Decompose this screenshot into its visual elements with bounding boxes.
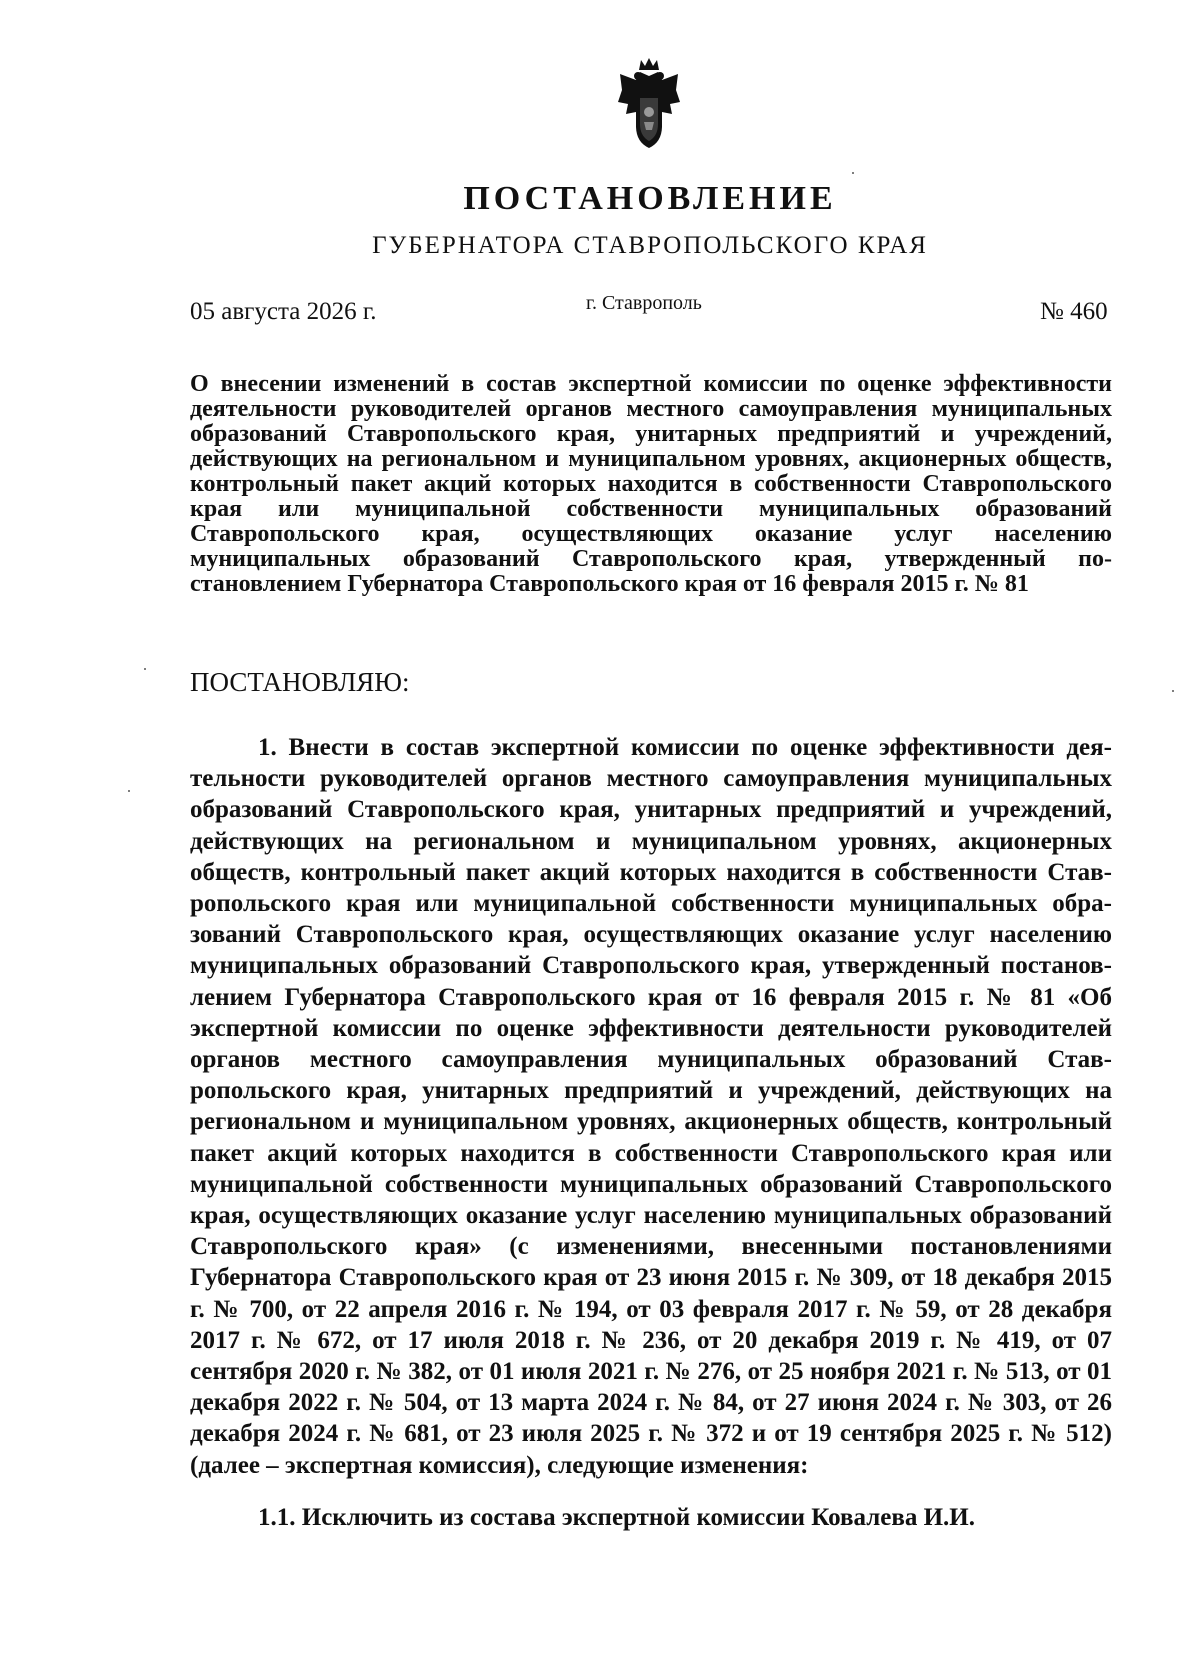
item-1-1: 1.1. Исключить из состава экспертной комиссии Ковалева И.И. (258, 1504, 975, 1531)
document-city: г. Ставрополь (586, 292, 702, 314)
coat-of-arms-emblem-icon (614, 56, 684, 151)
scan-speck (128, 790, 130, 792)
scan-speck (144, 668, 146, 670)
document-heading: О внесении изменений в состав экспертной комиссии по оценке эффективности деятельности руководителей органов местного самоуправления муниципальных образований Ставропольского края, унитарных предприятий и учреждений, действующих на региональном и муниципальном уровнях, акционерных обществ, контрольный пакет акций которых находится в собственности Ставропольского края или муниципальной собственности муниципальных образований Ставропольского края, осуществляющих оказание услуг населению муниципальных образований Ставропольского края, утвержденный постановлением Губернатора Ставропольского края от 16 февраля 2015 г. № 81 (190, 371, 1112, 597)
scan-speck (852, 172, 854, 174)
paragraph-1: 1. Внести в состав экспертной комиссии по оценке эффективности деятельности руководителей органов местного самоуправления муниципальных образований Ставропольского края, унитарных предприятий и учреждений, действующих на региональном и муниципальном уровнях, акционерных обществ, контрольный пакет акций которых находится в собственности Ставропольского края или муниципальной собственности муниципальных образований Ставропольского края, осуществляющих оказание услуг населению муниципальных образований Ставропольского края, утвержденный постановлением Губернатора Ставропольского края от 16 февраля 2015 г. № 81 «Об экспертной комиссии по оценке эффективности деятельности руководителей органов местного самоуправления муниципальных образований Ставропольского края, унитарных предприятий и учреждений, действующих на региональном и муниципальном уровнях, акционерных обществ, контрольный пакет акций которых находится в собственности Ставропольского края или муниципальной собственности муниципальных образований Ставропольского края, осуществляющих оказание услуг населению муниципальных образований Ставропольского края» (с изменениями, внесенными постановлениями Губернатора Ставропольского края от 23 июня 2015 г. № 309, от 18 декабря 2015 г. № 700, от 22 апреля 2016 г. № 194, от 03 февраля 2017 г. № 59, от 28 декабря 2017 г. № 672, от 17 июля 2018 г. № 236, от 20 декабря 2019 г. № 419, от 07 сентября 2020 г. № 382, от 01 июля 2021 г. № 276, от 25 ноября 2021 г. № 513, от 01 декабря 2022 г. № 504, от 13 марта 2024 г. № 84, от 27 июня 2024 г. № 303, от 26 декабря 2024 г. № 681, от 23 июля 2025 г. № 372 и от 19 сентября 2025 г. № 512) (далее – экспертная комиссия), следующие изменения: (190, 734, 1112, 1479)
issuing-authority: ГУБЕРНАТОРА СТАВРОПОЛЬСКОГО КРАЯ (372, 232, 928, 259)
document-date: 05 августа 2026 г. (190, 298, 377, 325)
document-title: ПОСТАНОВЛЕНИЕ (463, 180, 837, 217)
scan-speck (1172, 690, 1174, 692)
decree-word: ПОСТАНОВЛЯЮ: (190, 667, 410, 697)
document-number: № 460 (1040, 298, 1108, 325)
